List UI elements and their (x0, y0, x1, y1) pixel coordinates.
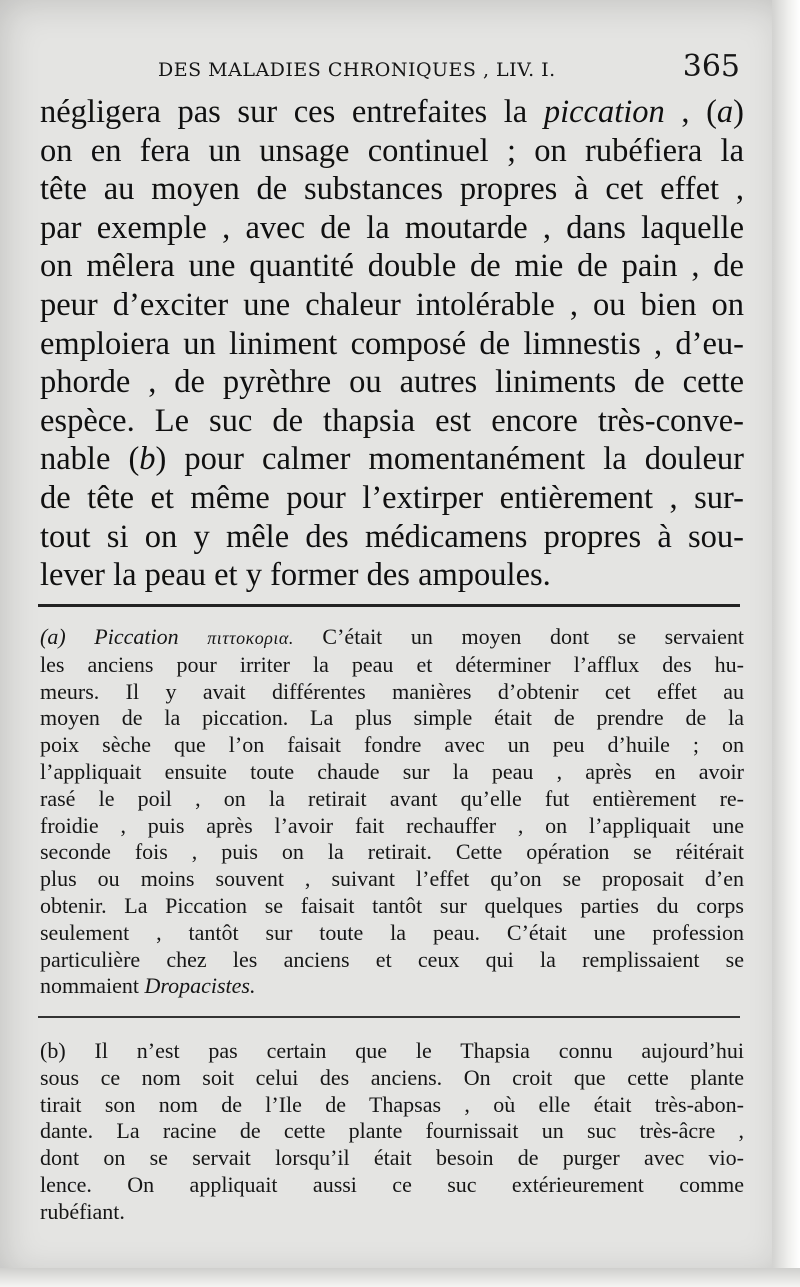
footnote-line: sous ce nom soit celui des anciens. On croit que cette plante (40, 1064, 744, 1090)
footnote-line: particulière chez les anciens et ceux qui la remplissaient se (40, 946, 744, 972)
footnote-line: rubéfiant. (40, 1198, 125, 1224)
footnote-line: froidie , puis après l’avoir fait rechauffer , on l’appliquait une (40, 812, 744, 838)
footnote-line: dont on se servait lorsqu’il était besoin de purger avec vio- (40, 1145, 744, 1171)
footnote-line: plus ou moins souvent , suivant l’effet qu’on se proposait d’en (40, 866, 744, 892)
footnote-b (40, 1038, 744, 1226)
main-line: tout si on y mêle des médicamens propres à sou- (40, 518, 744, 555)
footnote-line: rasé le poil , on la retirait avant qu’elle fut entièrement re- (40, 785, 744, 811)
main-line: négligera pas sur ces entrefaites la piccation , (a) (40, 94, 744, 130)
main-line: espèce. Le suc de thapsia est encore très-conve- (40, 402, 744, 439)
footnote-line: les anciens pour irriter la peau et déterminer l’afflux des hu- (40, 651, 744, 677)
main-line: par exemple , avec de la moutarde , dans laquelle (40, 209, 744, 246)
main-line: de tête et même pour l’extirper entièrement , sur- (40, 479, 744, 516)
main-text (40, 93, 744, 595)
page-header (150, 49, 750, 89)
main-line: peur d’exciter une chaleur intolérable , ou bien on (40, 286, 744, 323)
footnote-line: moyen de la piccation. La plus simple était de prendre de la (40, 705, 744, 731)
footnote-line: (a) Piccation πιττοκορια. C’était un moyen dont se servaient (40, 624, 745, 649)
footnote-line: l’appliquait ensuite toute chaude sur la peau , après en avoir (40, 758, 744, 784)
footnote-line: seulement , tantôt sur toute la peau. C’était une profession (40, 919, 744, 945)
main-line: tête au moyen de substances propres à cet effet , (40, 171, 744, 208)
footnote-line: poix sèche que l’on faisait fondre avec un peu d’huile ; on (40, 732, 744, 758)
footnote-line: meurs. Il y avait différentes manières d’obtenir cet effet au (40, 678, 744, 704)
main-line: emploiera un liniment composé de limnestis , d’eu- (40, 325, 744, 362)
main-line: phorde , de pyrèthre ou autres liniments de cette (40, 364, 744, 401)
footnote-line: obtenir. La Piccation se faisait tantôt sur quelques parties du corps (40, 892, 744, 918)
page-edge-right (772, 0, 800, 1287)
footnote-line: seconde fois , puis on la retirait. Cette opération se réitérait (40, 839, 744, 865)
footnote-line: lence. On appliquait aussi ce suc extérieurement comme (40, 1171, 744, 1197)
page-edge-bottom (0, 1268, 800, 1287)
main-line: nable (b) pour calmer momentanément la douleur (40, 441, 745, 478)
footnote-line: tirait son nom de l’Ile de Thapsas , où elle était très-abon- (40, 1091, 744, 1117)
main-line: on en fera un unsage continuel ; on rubéfiera la (40, 132, 744, 169)
footnote-a (40, 624, 744, 1000)
main-line: lever la peau et y former des ampoules. (40, 557, 551, 594)
page-number: 365 (682, 49, 740, 84)
footnote-divider (38, 604, 740, 607)
running-title: DES MALADIES CHRONIQUES , LIV. I. (158, 59, 556, 81)
footnote-line: (b) Il n’est pas certain que le Thapsia connu aujourd’hui (40, 1038, 744, 1063)
footnote-divider (38, 1016, 740, 1018)
footnote-line: dante. La racine de cette plante fournissait un suc très-âcre , (40, 1118, 744, 1144)
footnote-line: nommaient Dropacistes. (40, 973, 256, 999)
main-line: on mêlera une quantité double de mie de pain , de (40, 248, 744, 285)
